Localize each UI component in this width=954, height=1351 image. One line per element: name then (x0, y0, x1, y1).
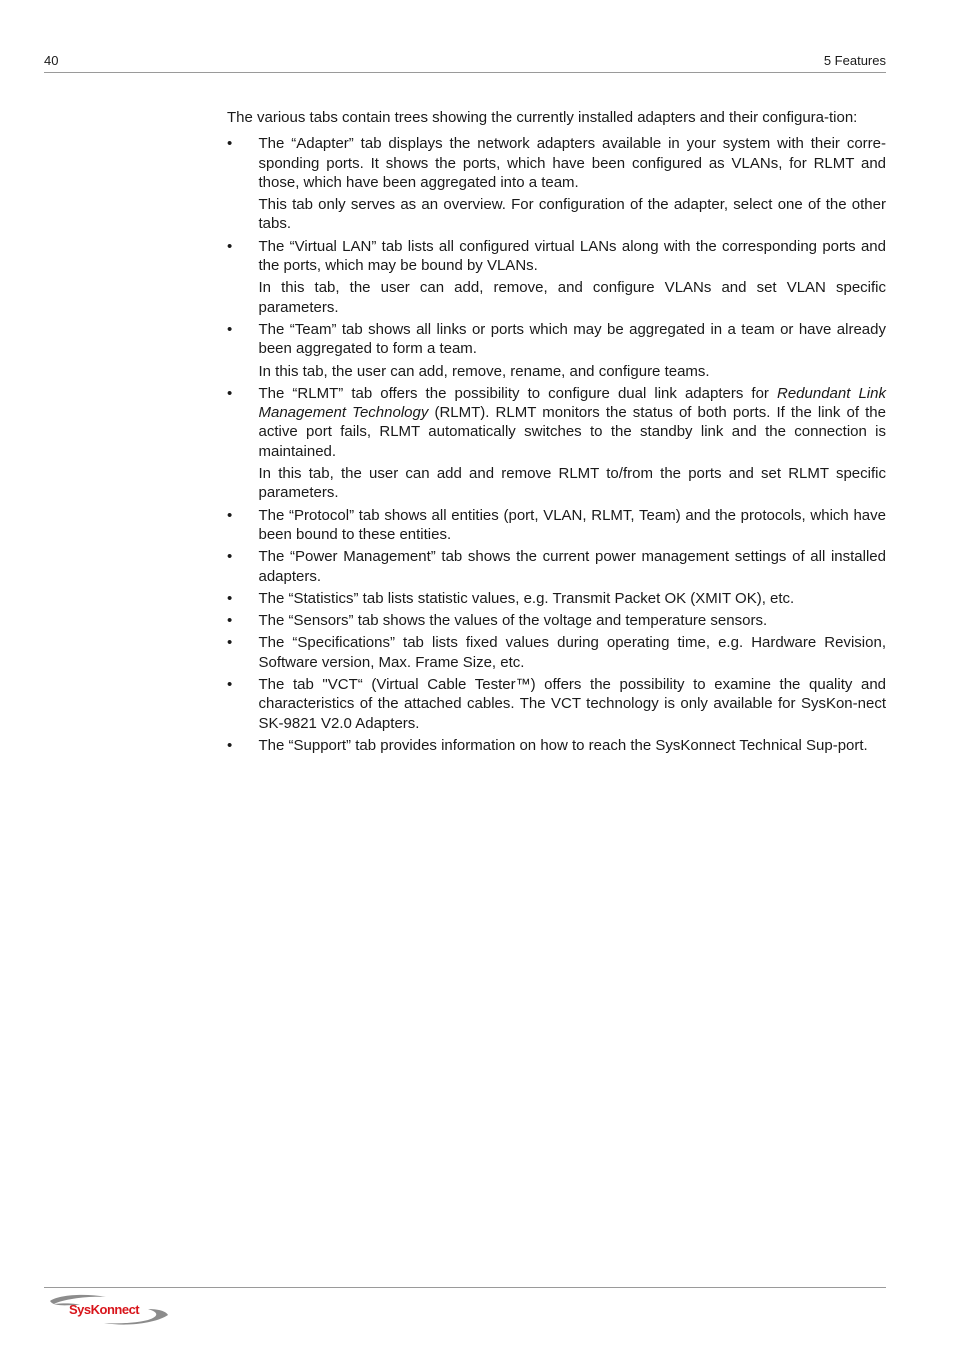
body-text (227, 108, 886, 758)
intro-paragraph: The various tabs contain trees showing the currently installed adapters and their configura-tion: (227, 109, 858, 126)
logo-wordmark: SysKonnect (69, 1302, 140, 1317)
list-item-statistics (227, 589, 886, 608)
item-text: The “Adapter” tab displays the network adapters available in your system with their corre-sponding ports. It shows the ports, which have been configured as VLANs, for RLMT and those, which have been aggregated into a team. (258, 135, 886, 191)
bullet: • (227, 320, 233, 338)
list-item-sensors (227, 611, 886, 630)
chapter-title: 5 Features (823, 53, 886, 68)
page-header (44, 52, 886, 73)
syskonnect-logo (44, 1293, 174, 1329)
bullet: • (227, 384, 233, 402)
bullet: • (227, 548, 233, 566)
tab-list (227, 134, 886, 755)
item-text: The “Statistics” tab lists statistic values, e.g. Transmit Packet OK (XMIT OK), etc. (258, 589, 795, 607)
bullet: • (227, 736, 233, 754)
item-text: The tab "VCT“ (Virtual Cable Tester™) offers the possibility to examine the quality and characteristics of the attached cables. The VCT technology is only available for SysKon-nect SK-9821 V2.0 Adapters. (258, 676, 886, 732)
item-extra-text: This tab only serves as an overview. For configuration of the adapter, select one of the other tabs. (258, 196, 886, 233)
list-item-adapter (227, 134, 886, 233)
item-text-end: (RLMT). RLMT monitors the status of both ports. If the link of the active port fails, RLMT automatically switches to the standby link and the connection is maintained. (258, 404, 886, 460)
bullet: • (227, 589, 233, 607)
page-number: 40 (44, 53, 59, 68)
item-text: The “Virtual LAN” tab lists all configured virtual LANs along with the corresponding ports and the ports, which may be bound by VLANs. (258, 237, 886, 275)
list-item-protocol (227, 506, 886, 545)
list-item-support (227, 736, 886, 755)
item-text: The “Protocol” tab shows all entities (port, VLAN, RLMT, Team) and the protocols, which have been bound to these entities. (258, 506, 886, 543)
item-text: The “Support” tab provides information on how to reach the SysKonnect Technical Sup-port. (258, 736, 868, 754)
item-text: The “Power Management” tab shows the current power management settings of all installed adapters. (258, 548, 886, 585)
item-text-emphasis: Redundant Link Management Technology (258, 384, 886, 422)
bullet: • (227, 612, 233, 630)
item-text (259, 384, 887, 461)
item-text: The “Team” tab shows all links or ports which may be aggregated in a team or have already been aggregated to form a team. (258, 320, 886, 358)
item-extra-text: In this tab, the user can add, remove, rename, and configure teams. (258, 362, 710, 380)
item-text: The “Sensors” tab shows the values of the voltage and temperature sensors. (258, 612, 768, 630)
footer-divider (44, 1287, 886, 1288)
list-item-team (227, 320, 886, 381)
bullet: • (227, 676, 233, 694)
list-item-power-management (227, 547, 886, 586)
list-item-specifications (227, 633, 886, 672)
item-text: The “Specifications” tab lists fixed values during operating time, e.g. Hardware Revision, Software version, Max. Frame Size, etc. (258, 634, 886, 671)
list-item-vct (227, 675, 886, 733)
item-extra-text: In this tab, the user can add, remove, and configure VLANs and set VLAN specific parameters. (258, 279, 886, 316)
bullet: • (227, 135, 233, 153)
bullet: • (227, 506, 233, 524)
bullet: • (227, 634, 233, 652)
item-extra-text: In this tab, the user can add and remove RLMT to/from the ports and set RLMT specific parameters. (258, 465, 886, 502)
list-item-virtual-lan (227, 237, 886, 317)
bullet: • (227, 237, 233, 255)
list-item-rlmt (227, 384, 886, 503)
item-text-start: The “RLMT” tab offers the possibility to configure dual link adapters for (258, 384, 777, 402)
